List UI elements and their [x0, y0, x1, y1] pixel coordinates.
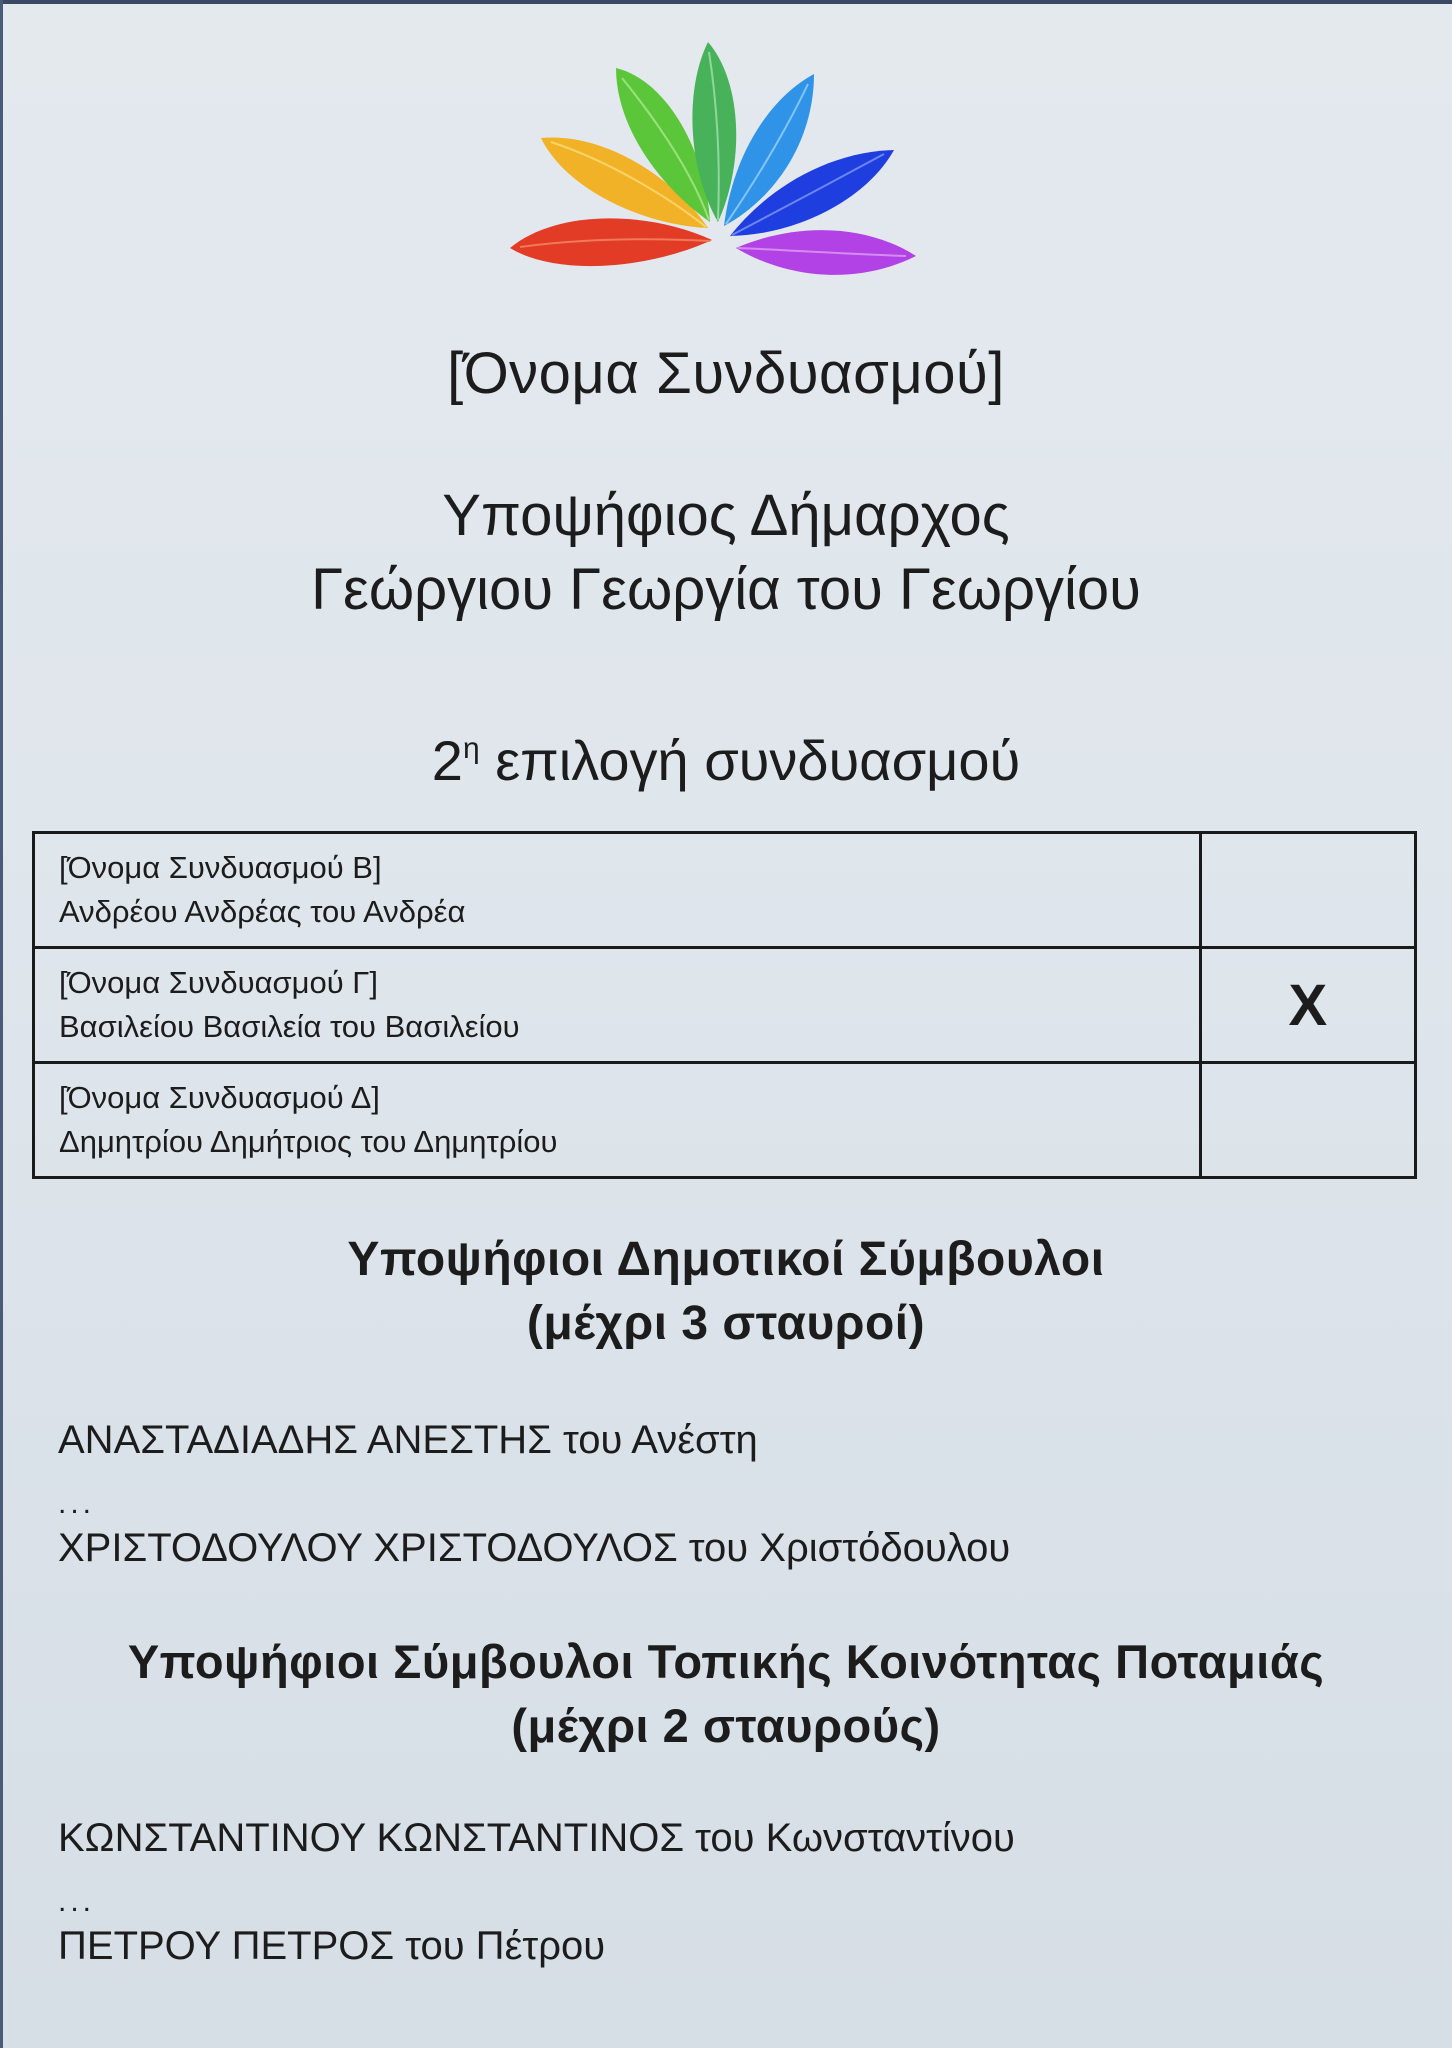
option-candidate-name: Βασιλείου Βασιλεία του Βασιλείου — [59, 1009, 520, 1044]
coalition-logo — [496, 30, 936, 290]
municipal-candidate: ΑΝΑΣΤΑΔΙΑΔΗΣ ΑΝΕΣΤΗΣ του Ανέστη — [58, 1418, 758, 1462]
second-choice-row — [34, 833, 1416, 948]
option-candidate-name: Δημητρίου Δημήτριος του Δημητρίου — [59, 1124, 558, 1159]
local-candidate: ΠΕΤΡΟΥ ΠΕΤΡΟΣ του Πέτρου — [58, 1924, 606, 1968]
second-choice-option — [34, 948, 1201, 1063]
second-choice-text: επιλογή συνδυασμού — [479, 729, 1021, 792]
coalition-name: [Όνομα Συνδυασμού] — [447, 341, 1005, 406]
leaf-purple — [736, 230, 916, 275]
mayor-candidate-label: Υποψήφιος Δήμαρχος — [442, 483, 1010, 548]
local-community-limit: (μέχρι 2 σταυρούς) — [511, 1699, 941, 1752]
local-community-heading: Υποψήφιοι Σύμβουλοι Τοπικής Κοινότητας Ποταμιάς — [127, 1635, 1325, 1688]
municipal-council-heading: Υποψήφιοι Δημοτικοί Σύμβουλοι — [347, 1233, 1105, 1286]
candidate-list-ellipsis: ... — [58, 1487, 96, 1520]
option-coalition-name: [Όνομα Συνδυασμού Β] — [59, 850, 382, 885]
second-choice-row — [34, 948, 1416, 1063]
municipal-council-limit: (μέχρι 3 σταυροί) — [526, 1297, 926, 1350]
municipal-candidate: ΧΡΙΣΤΟΔΟΥΛΟΥ ΧΡΙΣΤΟΔΟΥΛΟΣ του Χριστόδουλου — [58, 1526, 1011, 1570]
second-choice-mark-box[interactable] — [1200, 833, 1415, 948]
second-choice-mark-box[interactable] — [1200, 1063, 1415, 1178]
option-coalition-name: [Όνομα Συνδυασμού Δ] — [59, 1080, 380, 1115]
second-choice-row — [34, 1063, 1416, 1178]
screen-top-edge — [0, 0, 1452, 4]
local-candidate: ΚΩΝΣΤΑΝΤΙΝΟΥ ΚΩΝΣΤΑΝΤΙΝΟΣ του Κωνσταντίνου — [58, 1816, 1015, 1860]
second-choice-option — [34, 1063, 1201, 1178]
second-choice-number: 2 — [431, 729, 463, 792]
option-candidate-name: Ανδρέου Ανδρέας του Ανδρέα — [59, 894, 466, 929]
second-choice-title — [0, 728, 1452, 793]
second-choice-table — [32, 831, 1417, 1179]
second-choice-option — [34, 833, 1201, 948]
leaf-red — [510, 218, 712, 266]
option-coalition-name: [Όνομα Συνδυασμού Γ] — [59, 965, 378, 1000]
second-choice-superscript: η — [462, 732, 480, 765]
second-choice-mark-box[interactable]: X — [1200, 948, 1415, 1063]
mayor-candidate-name: Γεώργιου Γεωργία του Γεωργίου — [311, 557, 1141, 622]
candidate-list-ellipsis: ... — [58, 1885, 96, 1918]
